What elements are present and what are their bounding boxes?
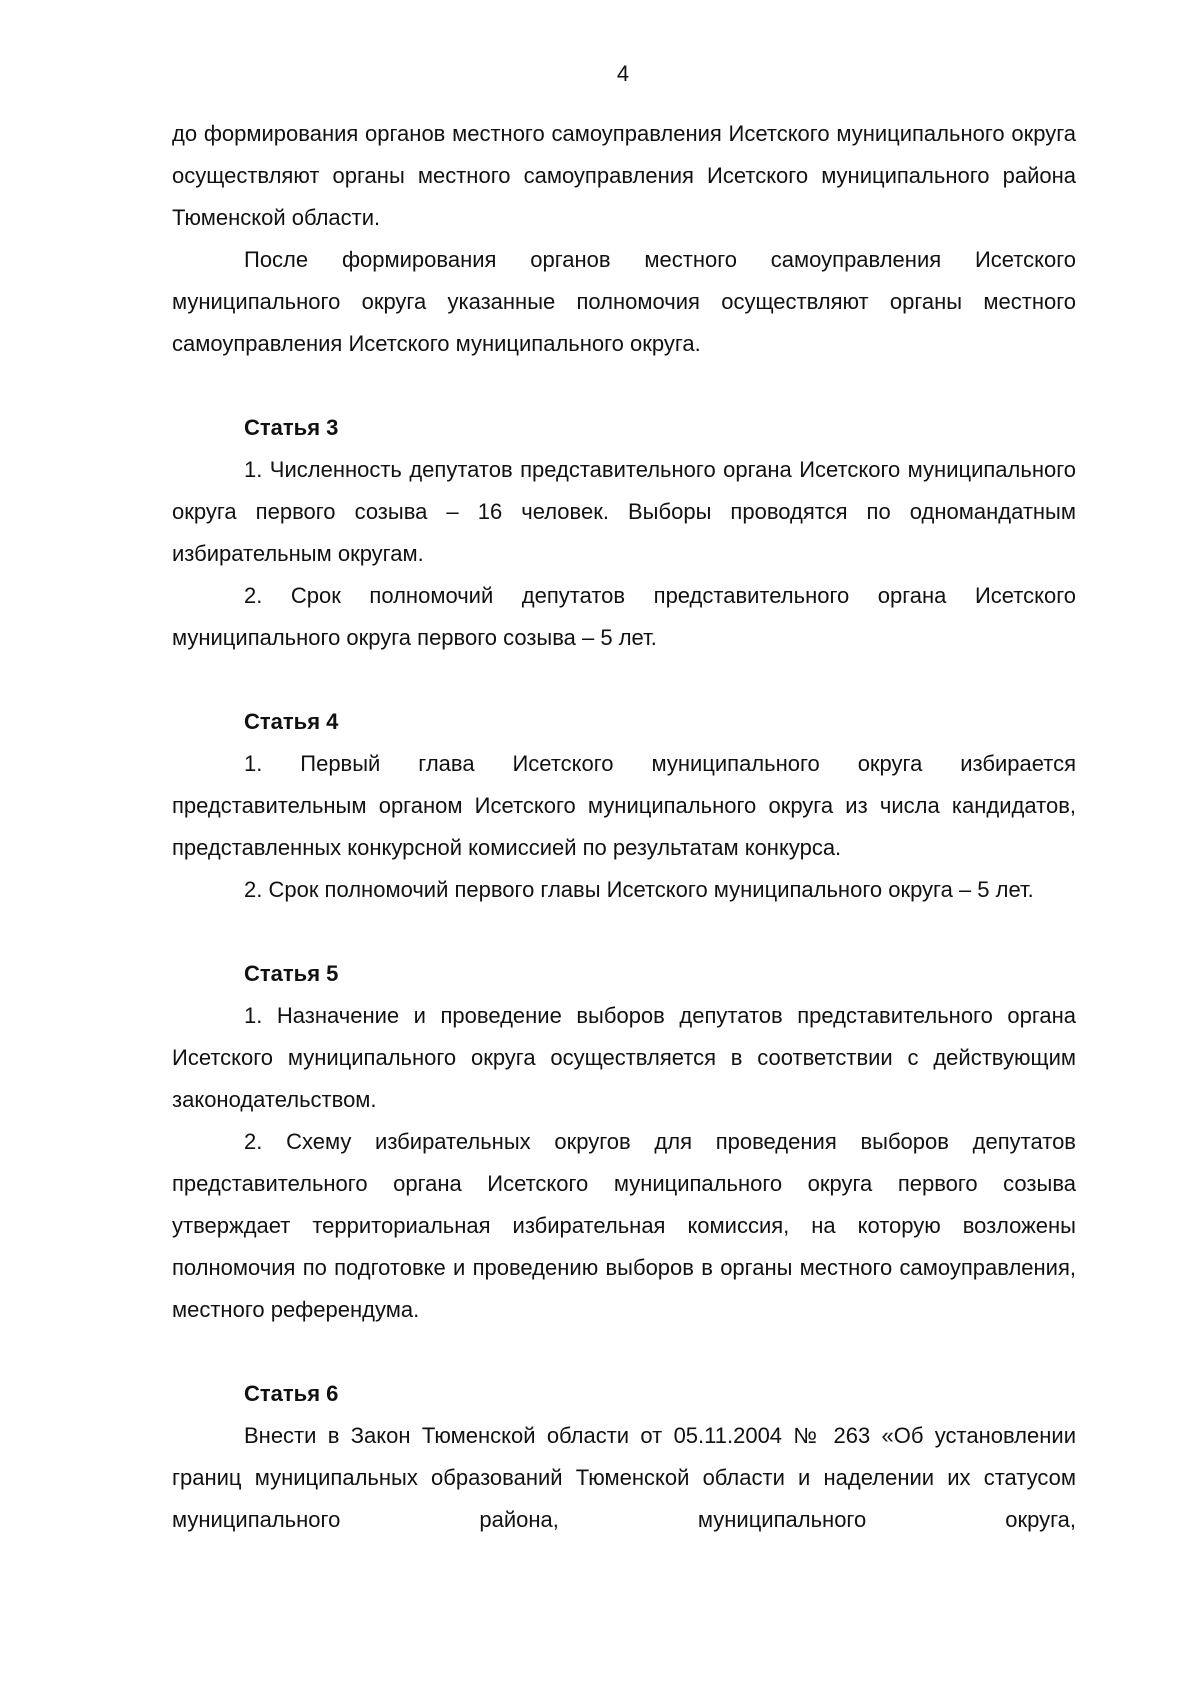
section-spacer [172,1331,1076,1373]
paragraph-transition-after-formation: После формирования органов местного самоуправления Исетского муниципального округа указанные полномочия осуществляют органы местного самоуправления Исетского муниципального округа. [172,247,1076,356]
article-4-item-1: 1. Первый глава Исетского муниципального округа избирается представительным органом Исетского муниципального округа из числа кандидатов, представленных конкурсной комиссией по результатам конкурса. [172,751,1076,860]
section-spacer [172,365,1076,407]
article-6-heading: Статья 6 [244,1381,339,1406]
section-spacer [172,659,1076,701]
article-3-item-1: 1. Численность депутатов представительного органа Исетского муниципального округа первого созыва – 16 человек. Выборы проводятся по одномандатным избирательным округам. [172,457,1076,566]
paragraph-transition-continued: до формирования органов местного самоуправления Исетского муниципального округа осуществляют органы местного самоуправления Исетского муниципального района Тюменской области. [172,121,1076,230]
article-6-text: Внести в Закон Тюменской области от 05.11.2004 № 263 «Об установлении границ муниципальных образований Тюменской области и наделении их статусом муниципального района, муниципального округа, [172,1423,1076,1532]
section-spacer [172,911,1076,953]
article-4-heading: Статья 4 [244,709,339,734]
article-5-item-1: 1. Назначение и проведение выборов депутатов представительного органа Исетского муниципального округа осуществляется в соответствии с действующим законодательством. [172,1003,1076,1112]
document-body [172,113,1076,1541]
article-3-item-2: 2. Срок полномочий депутатов представительного органа Исетского муниципального округа первого созыва – 5 лет. [172,583,1076,650]
page-number: 4 [616,61,630,86]
article-5-heading: Статья 5 [244,961,339,986]
article-4-item-2: 2. Срок полномочий первого главы Исетского муниципального округа – 5 лет. [244,877,1034,902]
article-5-item-2: 2. Схему избирательных округов для проведения выборов депутатов представительного органа Исетского муниципального округа первого созыва утверждает территориальная избирательная комиссия, на которую возложены полномочия по подготовке и проведению выборов в органы местного самоуправления, местного референдума. [172,1129,1076,1322]
article-3-heading: Статья 3 [244,415,339,440]
